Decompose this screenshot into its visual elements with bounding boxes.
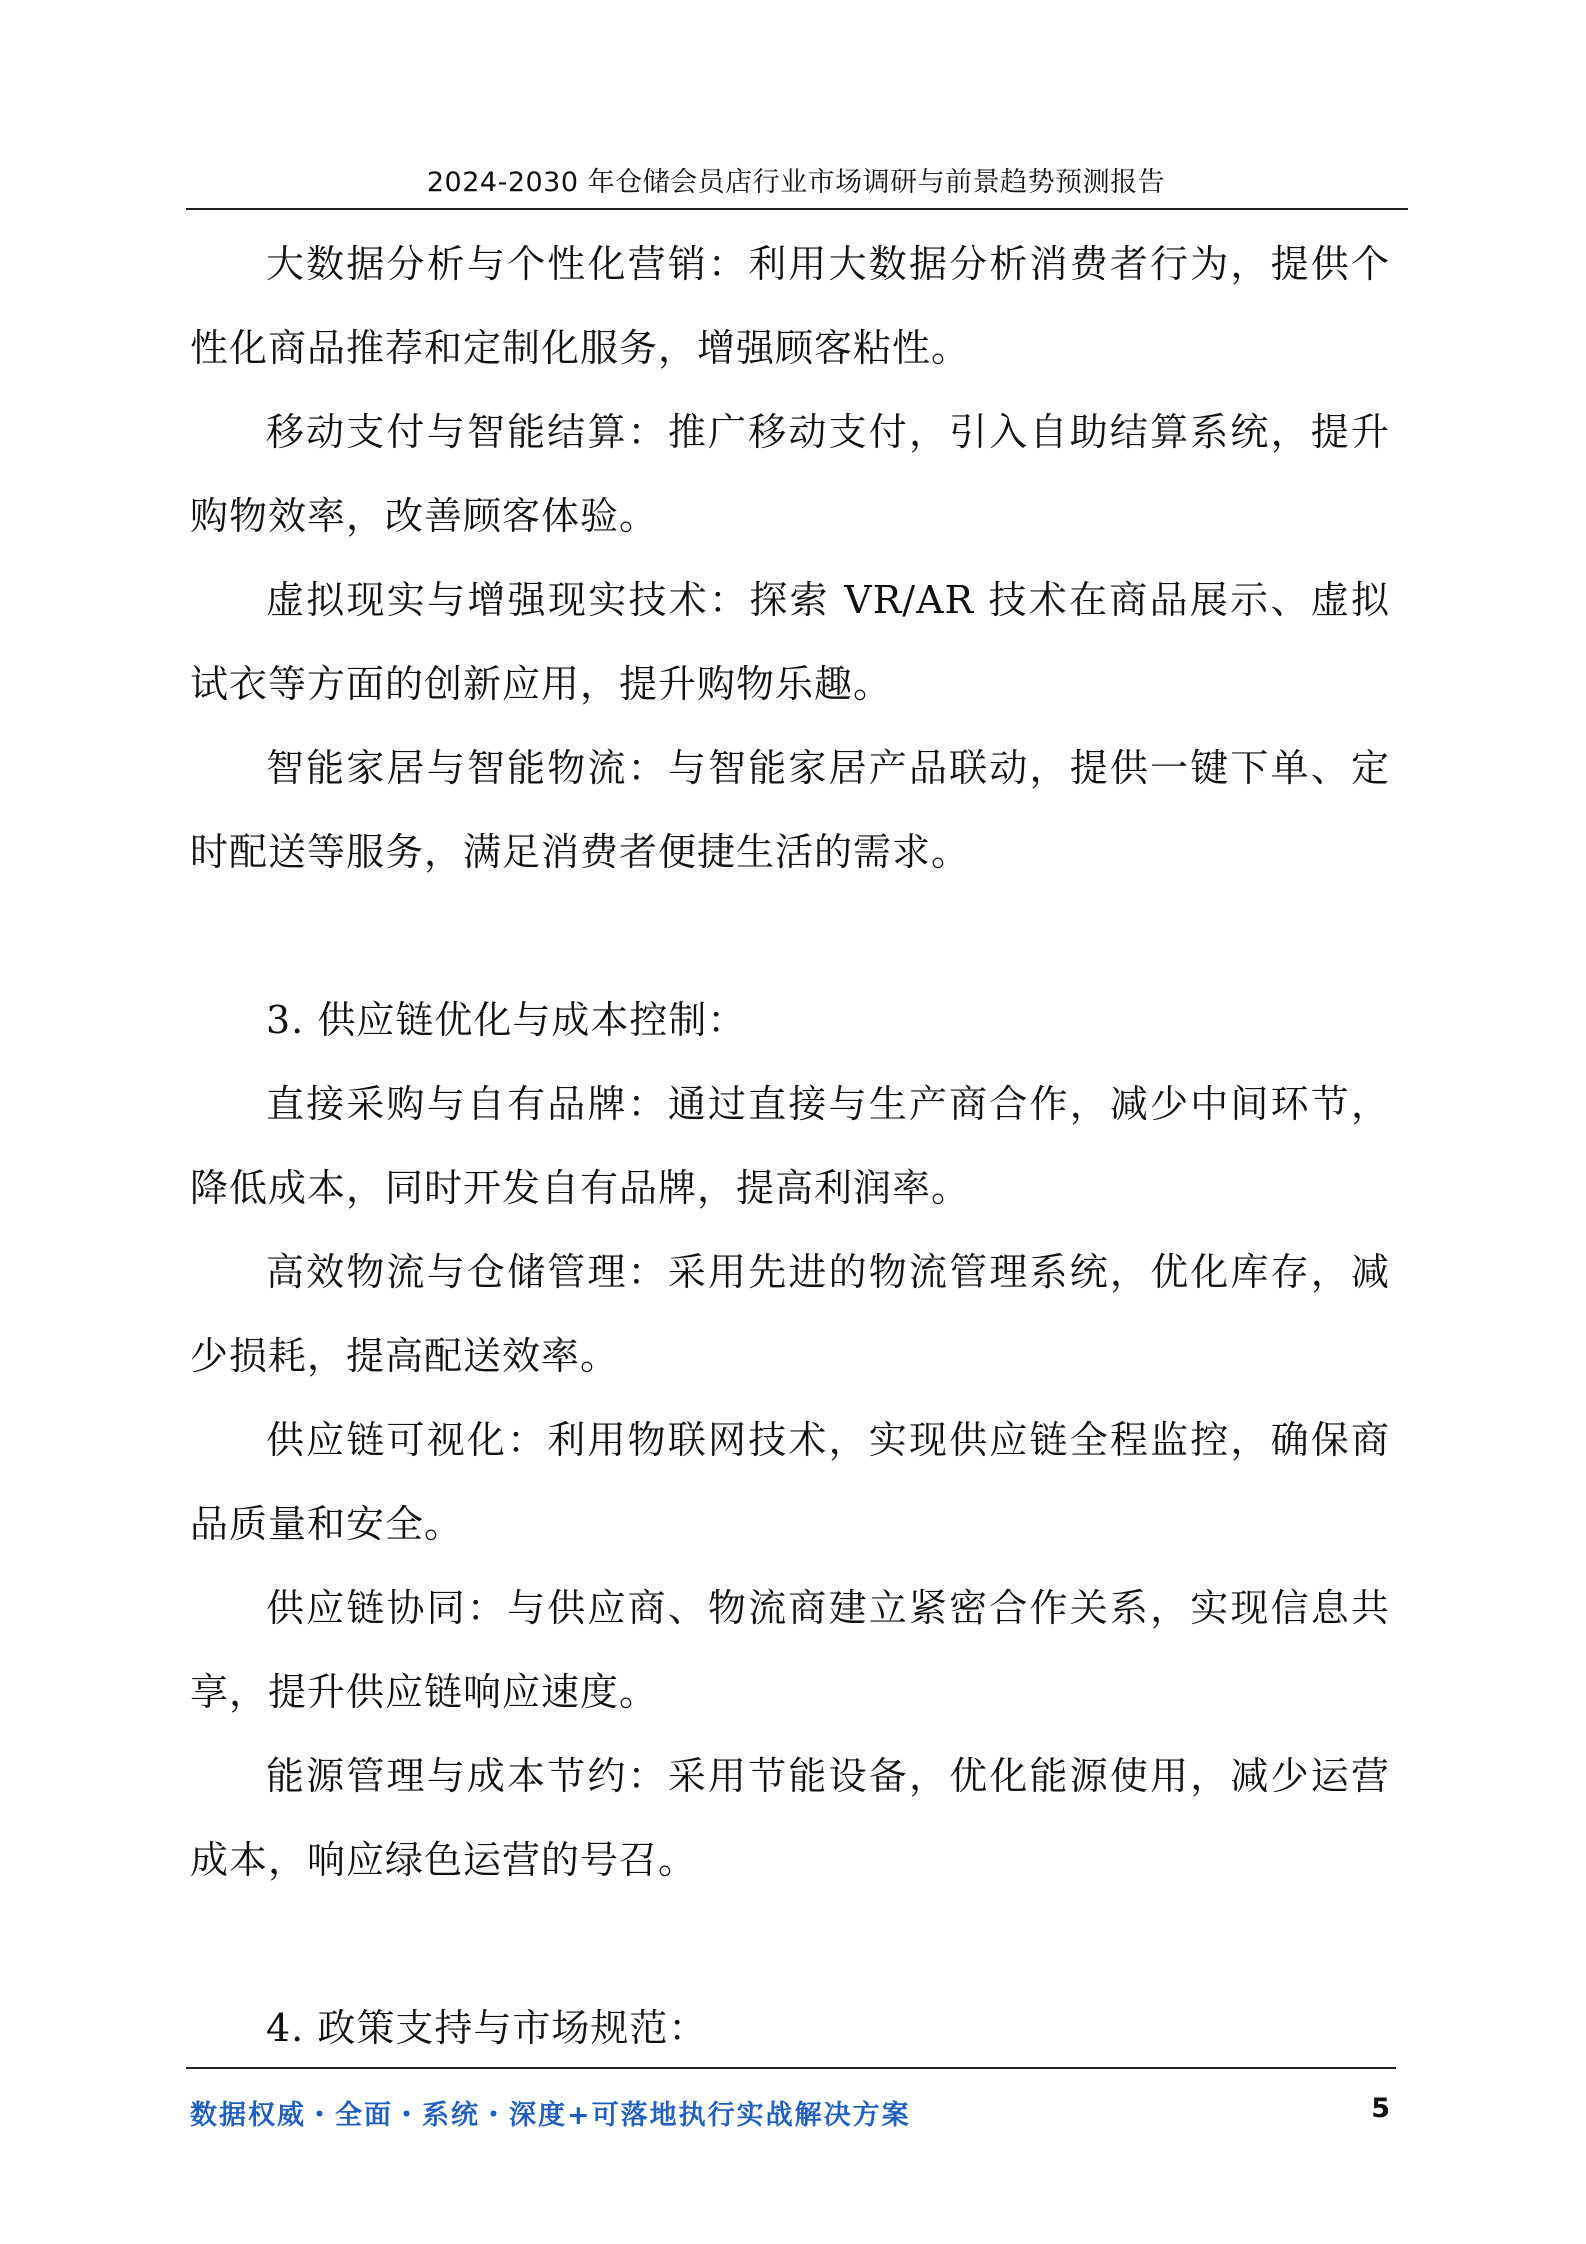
- paragraph-supply-chain-visibility: 供应链可视化：利用物联网技术，实现供应链全程监控，确保商品质量和安全。: [190, 1418, 1390, 1546]
- section-heading-supply-chain: 3. 供应链优化与成本控制：: [266, 998, 747, 1042]
- paragraph-vr-ar: 虚拟现实与增强现实技术：探索 VR/AR 技术在商品展示、虚拟试衣等方面的创新应用，提升购物乐趣。: [190, 578, 1390, 706]
- paragraph-direct-sourcing: 直接采购与自有品牌：通过直接与生产商合作，减少中间环节，降低成本，同时开发自有品牌，提高利润率。: [190, 1082, 1390, 1210]
- paragraph-supply-chain-collaboration: 供应链协同：与供应商、物流商建立紧密合作关系，实现信息共享，提升供应链响应速度。: [190, 1586, 1390, 1714]
- paragraph-logistics-warehousing: 高效物流与仓储管理：采用先进的物流管理系统，优化库存，减少损耗，提高配送效率。: [190, 1250, 1390, 1378]
- footer-divider: [186, 2067, 1396, 2069]
- section-spacer: [190, 894, 1390, 978]
- paragraph-smart-home-logistics: 智能家居与智能物流：与智能家居产品联动，提供一键下单、定时配送等服务，满足消费者便捷生活的需求。: [190, 746, 1390, 874]
- section-heading-policy: 4. 政策支持与市场规范：: [266, 2006, 708, 2050]
- paragraph-big-data-marketing: 大数据分析与个性化营销：利用大数据分析消费者行为，提供个性化商品推荐和定制化服务，增强顾客粘性。: [190, 242, 1390, 370]
- section-spacer: [190, 1902, 1390, 1986]
- footer-slogan: 数据权威・全面・系统・深度+可落地执行实战解决方案: [190, 2100, 911, 2131]
- paragraph-energy-management: 能源管理与成本节约：采用节能设备，优化能源使用，减少运营成本，响应绿色运营的号召。: [190, 1754, 1390, 1882]
- page-header-title: 2024-2030 年仓储会员店行业市场调研与前景趋势预测报告: [426, 167, 1166, 198]
- document-body: [190, 222, 1390, 2070]
- header-divider: [186, 208, 1408, 210]
- page-number: 5: [1371, 2093, 1390, 2124]
- paragraph-mobile-payment: 移动支付与智能结算：推广移动支付，引入自助结算系统，提升购物效率，改善顾客体验。: [190, 410, 1390, 538]
